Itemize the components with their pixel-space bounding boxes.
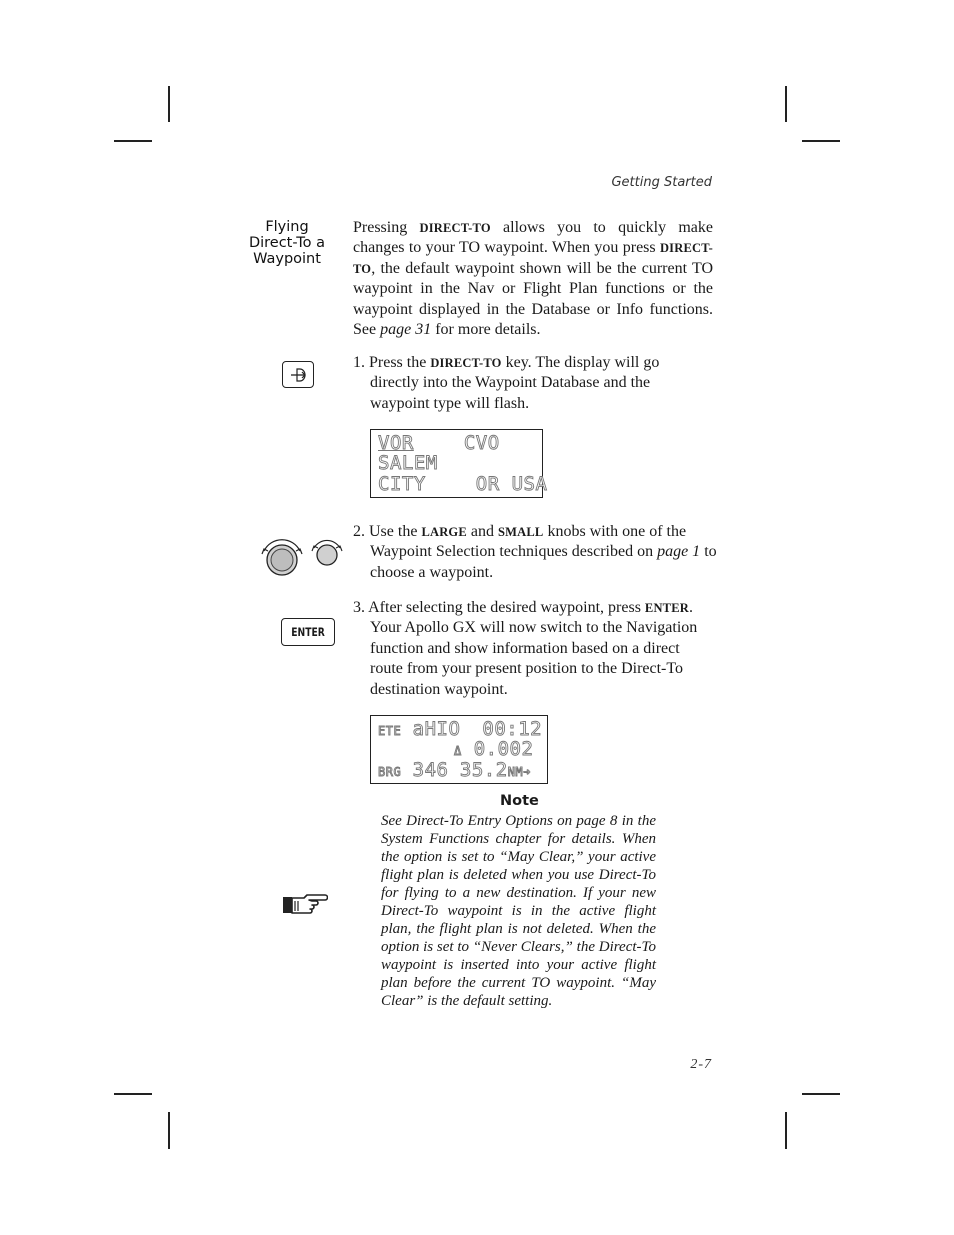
lcd-navigation-display — [370, 715, 548, 784]
intro-text: for more details. — [431, 321, 541, 339]
step-1 — [353, 353, 700, 414]
direct-to-key-name: DIRECT-TO — [430, 356, 502, 370]
step-text: to choose a waypoint. — [370, 543, 717, 581]
intro-paragraph — [353, 218, 713, 340]
intro-text: , the default waypoint shown will be the current TO waypoint in the Nav or Flight Plan functions or the waypoint displayed in the Database or Info functions. See — [353, 259, 713, 339]
lcd-bearing-value: 346 — [412, 758, 449, 781]
crop-mark — [785, 86, 787, 122]
note-title: Note — [500, 793, 539, 809]
page-number: 2-7 — [690, 1057, 712, 1072]
large-knob-icon — [258, 539, 306, 586]
direct-to-key-name: DIRECT-TO — [419, 221, 491, 235]
lcd-arrow-icon: ➜ — [523, 764, 531, 779]
step-text: knobs with one of the Waypoint Selection techniques described on — [370, 523, 687, 561]
lcd-waypoint-id: CVO — [463, 432, 500, 454]
crop-mark — [168, 1112, 170, 1149]
large-knob-name: LARGE — [421, 525, 467, 539]
crop-mark — [802, 1093, 840, 1095]
intro-text: Pressing — [353, 219, 420, 236]
lcd-waypoint-id: aHIO — [412, 718, 461, 740]
crop-mark — [114, 1093, 152, 1095]
enter-key-name: ENTER — [644, 601, 689, 615]
section-heading-line: Flying — [265, 219, 309, 235]
lcd-distance-unit: NM — [507, 764, 524, 779]
lcd-waypoint-display — [370, 429, 548, 498]
lcd-waypoint-location: OR USA — [475, 472, 548, 495]
lcd-brg-label: BRG — [378, 764, 402, 779]
lcd-waypoint-type: VOR — [378, 432, 414, 454]
lcd-waypoint-name: SALEM — [378, 452, 438, 475]
step-text: 2. Use the — [353, 523, 422, 540]
lcd-distance-value: 35.2 — [459, 758, 508, 781]
section-heading-line: Direct-To a — [248, 235, 326, 251]
pointing-hand-icon — [282, 893, 328, 922]
page-reference: page 1 — [657, 543, 701, 561]
section-heading — [240, 219, 334, 267]
step-text: key. The display will go directly into the Waypoint Database and the waypoint type will flash. — [370, 354, 660, 412]
page-reference: page 31 — [380, 321, 432, 339]
lcd-ete-label: ETE — [378, 724, 402, 738]
section-heading-line: Waypoint — [253, 251, 321, 267]
direct-to-key-icon — [282, 361, 314, 388]
step-text: 1. Press the — [353, 354, 431, 371]
crop-mark — [168, 86, 170, 122]
crop-mark — [114, 140, 152, 142]
running-header: Getting Started — [611, 175, 712, 190]
enter-key-icon — [281, 618, 335, 646]
step-text: and — [466, 523, 498, 540]
intro-text: allows you to quickly make changes to your TO waypoint. When you press — [353, 219, 713, 257]
lcd-waypoint-class: CITY — [378, 472, 426, 495]
step-text: 3. After selecting the desired waypoint, press — [353, 599, 645, 616]
crop-mark — [785, 1112, 787, 1149]
small-knob-icon — [309, 539, 345, 574]
direct-to-key-name: DIRECT-TO — [353, 241, 713, 276]
crop-mark — [802, 140, 840, 142]
enter-key-label: ENTER — [291, 625, 325, 639]
step-2 — [353, 522, 730, 583]
lcd-delta-icon: Δ — [454, 744, 462, 759]
small-knob-name: SMALL — [498, 525, 544, 539]
step-text: . Your Apollo GX will now switch to the Navigation function and show information based on a direct route from your present position to the Direct-To destination waypoint. — [370, 599, 698, 698]
lcd-cross-track-value: 0.002 — [473, 738, 534, 761]
lcd-ete-time: 00:12 — [482, 718, 543, 740]
note-text: See Direct-To Entry Options on page 8 in the System Functions chapter for details. When the option is set to “May Clear,” your active flight plan is deleted when you use Direct-To for flying to a new destination. If your new Direct-To waypoint is in the active flight plan, the flight plan is not deleted. When the option is set to “Never Clears,” the Direct-To waypoint is inserted into your active flight plan before the current TO waypoint. “May Clear” is the default setting. — [381, 813, 656, 1009]
step-3 — [353, 598, 710, 700]
